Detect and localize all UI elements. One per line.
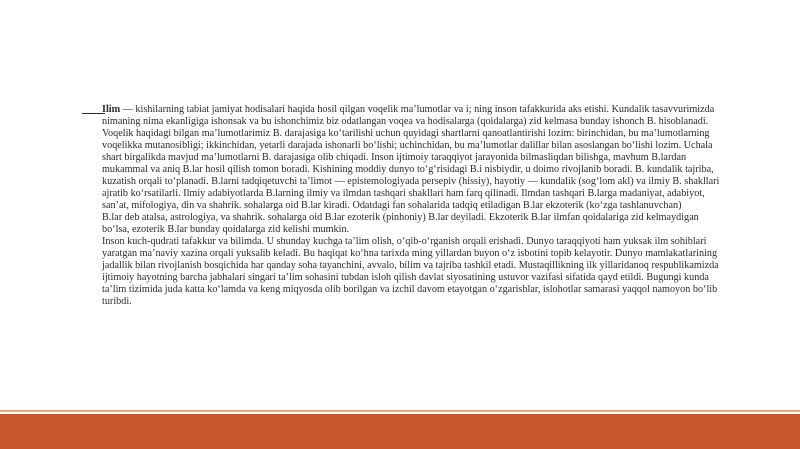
paragraph-2: B.lar deb atalsa, astrologiya, va shahrik. sohalarga oid B.lar ezoterik (pinhoniy) B.lar deyiladi. Ekzoterik B.lar ilmfan qoidalariga zid kelmaydigan bo‘lsa, ezoterik B.lar bunday qoidalarga zid kelishi mumkin. <box>102 212 699 235</box>
footer-accent-line <box>0 410 800 412</box>
term-ilim: Ilim <box>102 104 121 115</box>
paragraph-1-text: — kishilarning tabiat jamiyat hodisalari haqida hosil qilgan voqelik ma’lumotlar va i; ning inson tafakkurida aks etishi. Kundalik tasavvurimizda nimaning nima ekanligiga ishonsak va bu ishonchimiz biz odatlangan voqea va hodisalarga (qoidalarga) zid kelmasa bunday ishonch B. hisoblanadi. Voqelik haqidagi bilgan ma’lumotlarimiz B. darajasiga ko‘tarilishi uchun quyidagi shartlarni qanoatlantirishi lozim: birinchidan, bu ma’lumotlarning voqelikka mutanosibligi; ikkinchidan, yetarli darajada ishonarli bo‘lishi; uchinchidan, bu ma’lumotlar dalillar bilan asoslangan bo‘lishi lozim. Uchala shart birgalikda mavjud ma’lumotlarni B. darajasiga olib chiqadi. Inson ijtimoiy taraqqiyot jarayonida bilmasliqdan bilishga, mavhum B.lardan mukammal va aniq B.lar hosil qilish tomon boradi. Kishining moddiy dunyo to‘g‘risidagi B.i nisbiydir, u doimo rivojlanib boradi. B. kundalik tajriba, kuzatish orqali to‘planadi. B.larni tadqiqetuvchi ta’limot — epistemologiyada persepiv (hissiy), hayotiy — kundalik (sog‘lom akl) va ilmiy B. shakllari ajratib ko‘rsatilarli. Ilmiy adabiyotlarda B.larning ilmiy va ilmdan tashqari shakllari ham farq qilinadi. Ilmdan tashqari B.larga madaniyat, adabiyot, san’at, mifologiya, din va shahrik. sohalarga oid B.lar kiradi. Odatdagi fan sohalarida tadqiq etiladigan B.lar ekzoterik (ko‘zga tashlanuvchan) <box>102 104 720 211</box>
paragraph-1 <box>102 104 722 212</box>
paragraph-3: Inson kuch-qudrati tafakkur va bilimda. U shunday kuchga ta’lim olish, o‘qib-o‘rganish orqali erishadi. Dunyo taraqqiyoti ham yuksak ilm sohiblari yaratgan ma’naviy xazina orqali yuksalib keladi. Bu haqiqat ko‘hna tarixda ming yillardan buyon o‘z isbotini topib kelayotir. Dunyo mamlakatlarining jadallik bilan rivojlanish bosqichida har qanday soha tayanchini, avvalo, bilim va tajriba tashkil etadi. Mustaqillikning ilk yillaridanoq respublikamizda ijtimoiy hayotning barcha jabhalari singari ta’lim sohasini tubdan isloh qilish davlat siyosatining ustuvor vazifasi sifatida qayd etildi. Bugungi kunda ta’lim tizimida juda katta ko‘lamda va keng miqyosda olib borilgan va izchil davom etayotgan o‘zgarishlar, islohotlar samarasi yaqqol namoyon bo‘lib turibdi. <box>102 236 719 307</box>
body-text <box>102 104 722 308</box>
footer-band <box>0 414 800 449</box>
